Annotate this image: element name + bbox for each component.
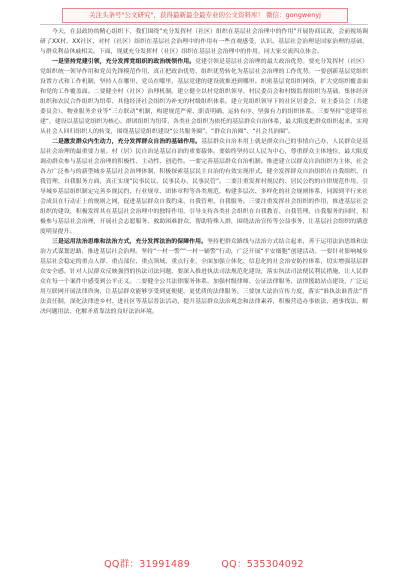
qq-number-text: QQ：535304092 xyxy=(221,559,304,570)
paragraph-lead: 二是激发群众内生动力，充分发挥群众自治的基础作用。 xyxy=(52,139,202,145)
header-divider xyxy=(40,24,368,25)
point-one-paragraph xyxy=(40,57,368,137)
paragraph-text: 坚持把群众路线与法治方式结合起来，善于运用法治思维和法治方式谋划思路、推进基层社会治理。坚持“一村一警”“一村一辅警”行动，广泛开展“平安细胞”创建活动。一要针对影响城乡基层社会稳定的重点人群、重点部位、重点领域、重点行业，全面加强立体化、信息化的社会治安防控体系，切实增强基层群众安全感。针对人民群众反映强烈的执法司法问题，要深入推进执法司法规范化建设，落实执法司法便民利民措施，让人民群众在每一个案件中感受到公平正义。二要健全公共法律服务体系。加强村级律师、公证法律服务、法律援助站点建设，广泛运用互联网开展法律咨询，让基层群众能够享受到更便捷、更优质的法律服务。三要加大法治宣传力度，落实“谁执法谁普法”普法责任制，深化法律进乡村、进社区等基层普法活动，提升基层群众法治观念和法律素养，积极营造办事依法、遇事找法、解决问题用法、化解矛盾靠法的良好法治环境。 xyxy=(40,239,368,315)
point-two-paragraph xyxy=(40,137,368,237)
paragraph-lead: 一是坚持党建引领，充分发挥党组织的政治统领作用。 xyxy=(52,59,196,65)
document-body xyxy=(40,27,368,537)
paragraph-text: 今天，在县政协的精心组织下，我们围绕“充分发挥村（社区）组织在基层社会治理中的作用”开展协商议政，会前视场调研了XX村、XX社区、对村（社区）组织在基层社会治理中的作用有一些直观感受，认识。基层社会治理是国家治理的基础，与群众利益休戚相关。下面，现就充分发挥村（社区）组织在基层社会治理中的作用，同大家交流四点体会。 xyxy=(40,29,368,55)
intro-paragraph xyxy=(40,27,368,57)
top-banner: 关注头条号"公文研究"，获得最新最全最专业的公文资料库！ 微信：gongwenyj xyxy=(62,8,348,23)
paragraph-text: 基层群众自治本用上就是群众自己的事情自己办，人民群众是基层社会治理的最重要力量。村（居）民自治是基层自治的重要载体。要始终坚持以人民为中心，尊重群众主体地位，最大限度调动群众参与基层社会治理的积极性、主动性、创造性。一要完善基层群众自治机制。推进建立以群众自治组织为主体、社会各方广泛参与的新型城乡基层社会治理体制，积极探索基层民主自治的有效实现形式，健全发挥群众自治组织在自我组织、自我管理、自我服务方面，真正实现“民事民议、民事民办、民事民管”。二要注重发挥村规民约、居民公约的自律规范作用，引导城乡基层组织制定完善乡规民约、行业规章、团体章程等各类规范，构建多层次、多样化的社会规则体系，同源到平行来社会成员在行动正上的规则之网，促进基层群众自我约束、自我管理、自我服务。三要注重发挥社会组织的作用，推进基层社会组织的建设，积极发挥其在基层社会治理中的独特作用，引导支持各类社会组织在自我教育、自我管理、自我服务的同时，积极参与基层社会治理，开展社会志愿服务、救助困难群众、帮助特殊人群，围绕法治宣传等公益事务，让基层社会组织的满意度明显提升。 xyxy=(40,139,368,235)
paragraph-lead: 三是运用法治思维和法治方式，充分发挥法治的保障作用。 xyxy=(52,239,208,245)
footer-contact xyxy=(0,556,408,570)
paragraph-text: 党建引领是基层社会治理的最大政治优势。要充分发挥村（社区）党组织统一领导作用和党员先锋模范作用，真正把政治优势、组织优势转化为基层社会治理的工作优势。一要创新基层党组织设置方式和工作机制，坚持人在哪里、党员在哪里、基层党建的建设就推进到哪里。织密基层党组织网络，扩大党组织覆盖面和党的工作覆盖面。二要健全村（社区）治理机制。建立健全以村党组织领导、村民委员会和村级监督组织为基础，集体经济组织和农民合作组织为纽带、其他经济社会组织为补充的村级组织体系。建立党组织领导下的社区居委会、业主委员会（共建委员会）、物业服务企业等“三方联动”机制，构建规范严密、职责明确、运转有序、坚强有力的组织体系。三要坚持“党建带社建”，建设以基层党组织为核心、群团组织为纽带、各类社会组织为依托的基层群众自治体系，最大限度把群众组织起来，实现从社会人回归组织人的转变，围绕基层党组织建设“公共服务圈”、“群众自治圈”、“社会共治圈”。 xyxy=(40,59,368,135)
qq-group-text: QQ群：31991489 xyxy=(104,559,191,570)
point-three-paragraph xyxy=(40,237,368,317)
